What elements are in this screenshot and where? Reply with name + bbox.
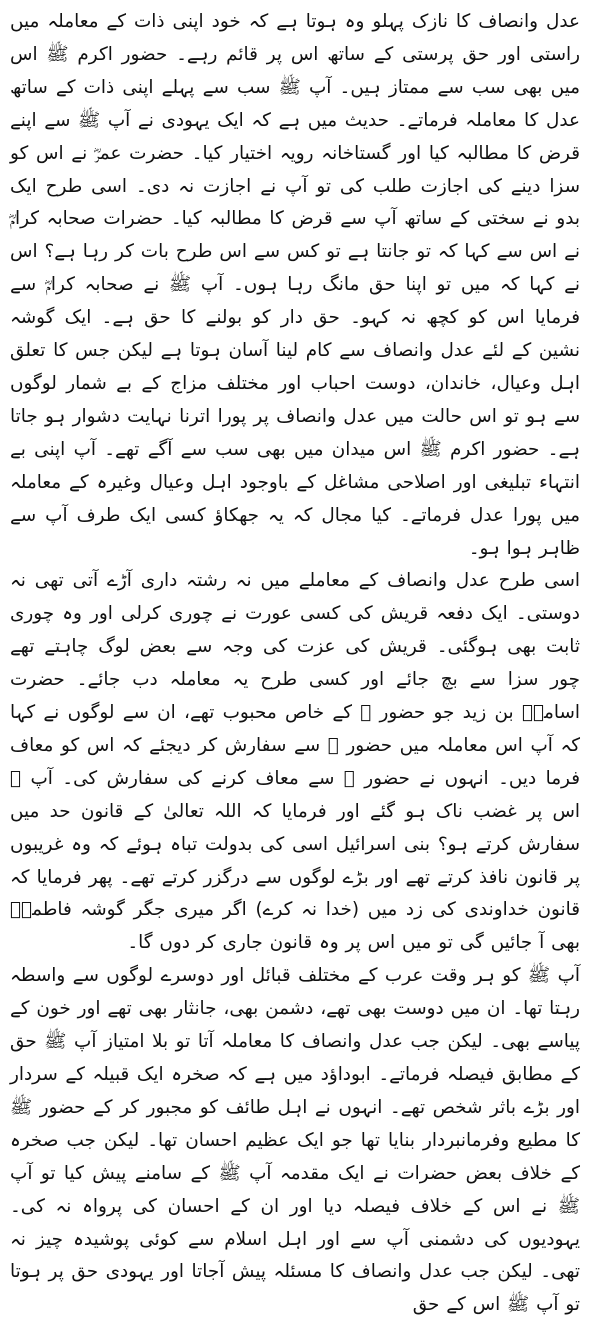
- paragraph-no-favoritism: اسی طرح عدل وانصاف کے معاملے میں نہ رشتہ داری آڑے آتی تھی نہ دوستی۔ ایک دفعہ قریش کی کسی عورت نے چوری کرلی اور وہ چوری ثابت بھی ہوگئی۔ قریش کی عزت کی وجہ سے بعض لوگ چاہتے تھے چور سزا سے بچ جائے اور کسی طرح یہ معاملہ دب جائے۔ حضرت اسامہؓ بن زید جو حضور ﷺ کے خاص محبوب تھے، ان سے لوگوں نے کہا کہ آپ اس معاملہ میں حضور ﷺ سے سفارش کر دیجئے کہ اس کو معاف فرما دیں۔ انہوں نے حضور ﷺ سے معاف کرنے کی سفارش کی۔ آپ ﷺ اس پر غضب ناک ہو گئے اور فرمایا کہ اللہ تعالیٰ کے قانون حد میں سفارش کرتے ہو؟ بنی اسرائیل اسی کی بدولت تباہ ہوئے کہ وہ غریبوں پر قانون نافذ کرتے تھے اور بڑے لوگوں سے درگزر کرتے تھے۔ پھر فرمایا کہ قانون خداوندی کی زد میں (خدا نہ کرے) اگر میری جگر گوشہ فاطمہؓ بھی آ جائیں گی تو میں اس پر وہ قانون جاری کر دوں گا۔: [10, 570, 580, 954]
- paragraph-personal-justice: عدل وانصاف کا نازک پہلو وہ ہوتا ہے کہ خود اپنی ذات کے معاملہ میں راستی اور حق پرستی کے ساتھ اس پر قائم رہے۔ حضور اکرم ﷺ اس میں بھی سب سے ممتاز ہیں۔ آپ ﷺ سب سے پہلے اپنی ذات کے ساتھ عدل کا معاملہ فرماتے۔ حدیث میں ہے کہ ایک یہودی نے آپ ﷺ سے اپنے قرض کا مطالبہ کیا اور گستاخانہ رویہ اختیار کیا۔ حضرت عمرؓ نے اس کو سزا دینے کی اجازت طلب کی تو آپ نے اجازت نہ دی۔ اسی طرح ایک بدو نے سختی کے ساتھ آپ سے قرض کا مطالبہ کیا۔ حضرات صحابہ کرامؓ نے اس سے کہا کہ تو جانتا ہے تو کس سے اس طرح بات کر رہا ہے؟ اس نے کہا کہ میں تو اپنا حق مانگ رہا ہوں۔ آپ ﷺ نے صحابہ کرامؓ سے فرمایا اس کو کچھ نہ کہو۔ حق دار کو بولنے کا حق ہے۔ ایک گوشہ نشین کے لئے عدل وانصاف سے کام لینا آسان ہوتا ہے لیکن جس کا تعلق اہل وعیال، خاندان، دوست احباب اور مختلف مزاج کے بے شمار لوگوں سے ہو تو اس حالت میں عدل وانصاف پر پورا اترنا نہایت دشوار ہو جاتا ہے۔ حضور اکرم ﷺ اس میدان میں بھی سب سے آگے تھے۔ آپ اپنی بے انتہاء تبلیغی اور اصلاحی مشاغل کے باوجود اہل وعیال وغیرہ کے معاملہ میں پورا عدل فرماتے۔ کیا مجال کہ یہ جھکاؤ کسی ایک طرف آپ سے ظاہر ہوا ہو۔: [10, 11, 580, 559]
- paragraph-justice-with-all: آپ ﷺ کو ہر وقت عرب کے مختلف قبائل اور دوسرے لوگوں سے واسطہ رہتا تھا۔ ان میں دوست بھی تھے، دشمن بھی، جانثار بھی تھے اور خون کے پیاسے بھی۔ لیکن جب عدل وانصاف کا معاملہ آتا تو بلا امتیاز آپ ﷺ حق کے مطابق فیصلہ فرماتے۔ ابوداؤد میں ہے کہ صخرہ ایک قبیلہ کے سردار اور بڑے باثر شخص تھے۔ انہوں نے اہل طائف کو مجبور کر کے حضور ﷺ کا مطیع وفرمانبردار بنایا تھا جو ایک عظیم احسان تھا۔ لیکن جب صخرہ کے خلاف بعض حضرات نے ایک مقدمہ آپ ﷺ کے سامنے پیش کیا تو آپ ﷺ نے اس کے خلاف فیصلہ دیا اور ان کے احسان کی پرواہ نہ کی۔ یہودیوں کی دشمنی آپ سے اور اہل اسلام سے کوئی پوشیدہ چیز نہ تھی۔ لیکن جب عدل وانصاف کا مسئلہ پیش آجاتا اور یہودی حق پر ہوتا تو آپ ﷺ اس کے حق: [10, 965, 580, 1316]
